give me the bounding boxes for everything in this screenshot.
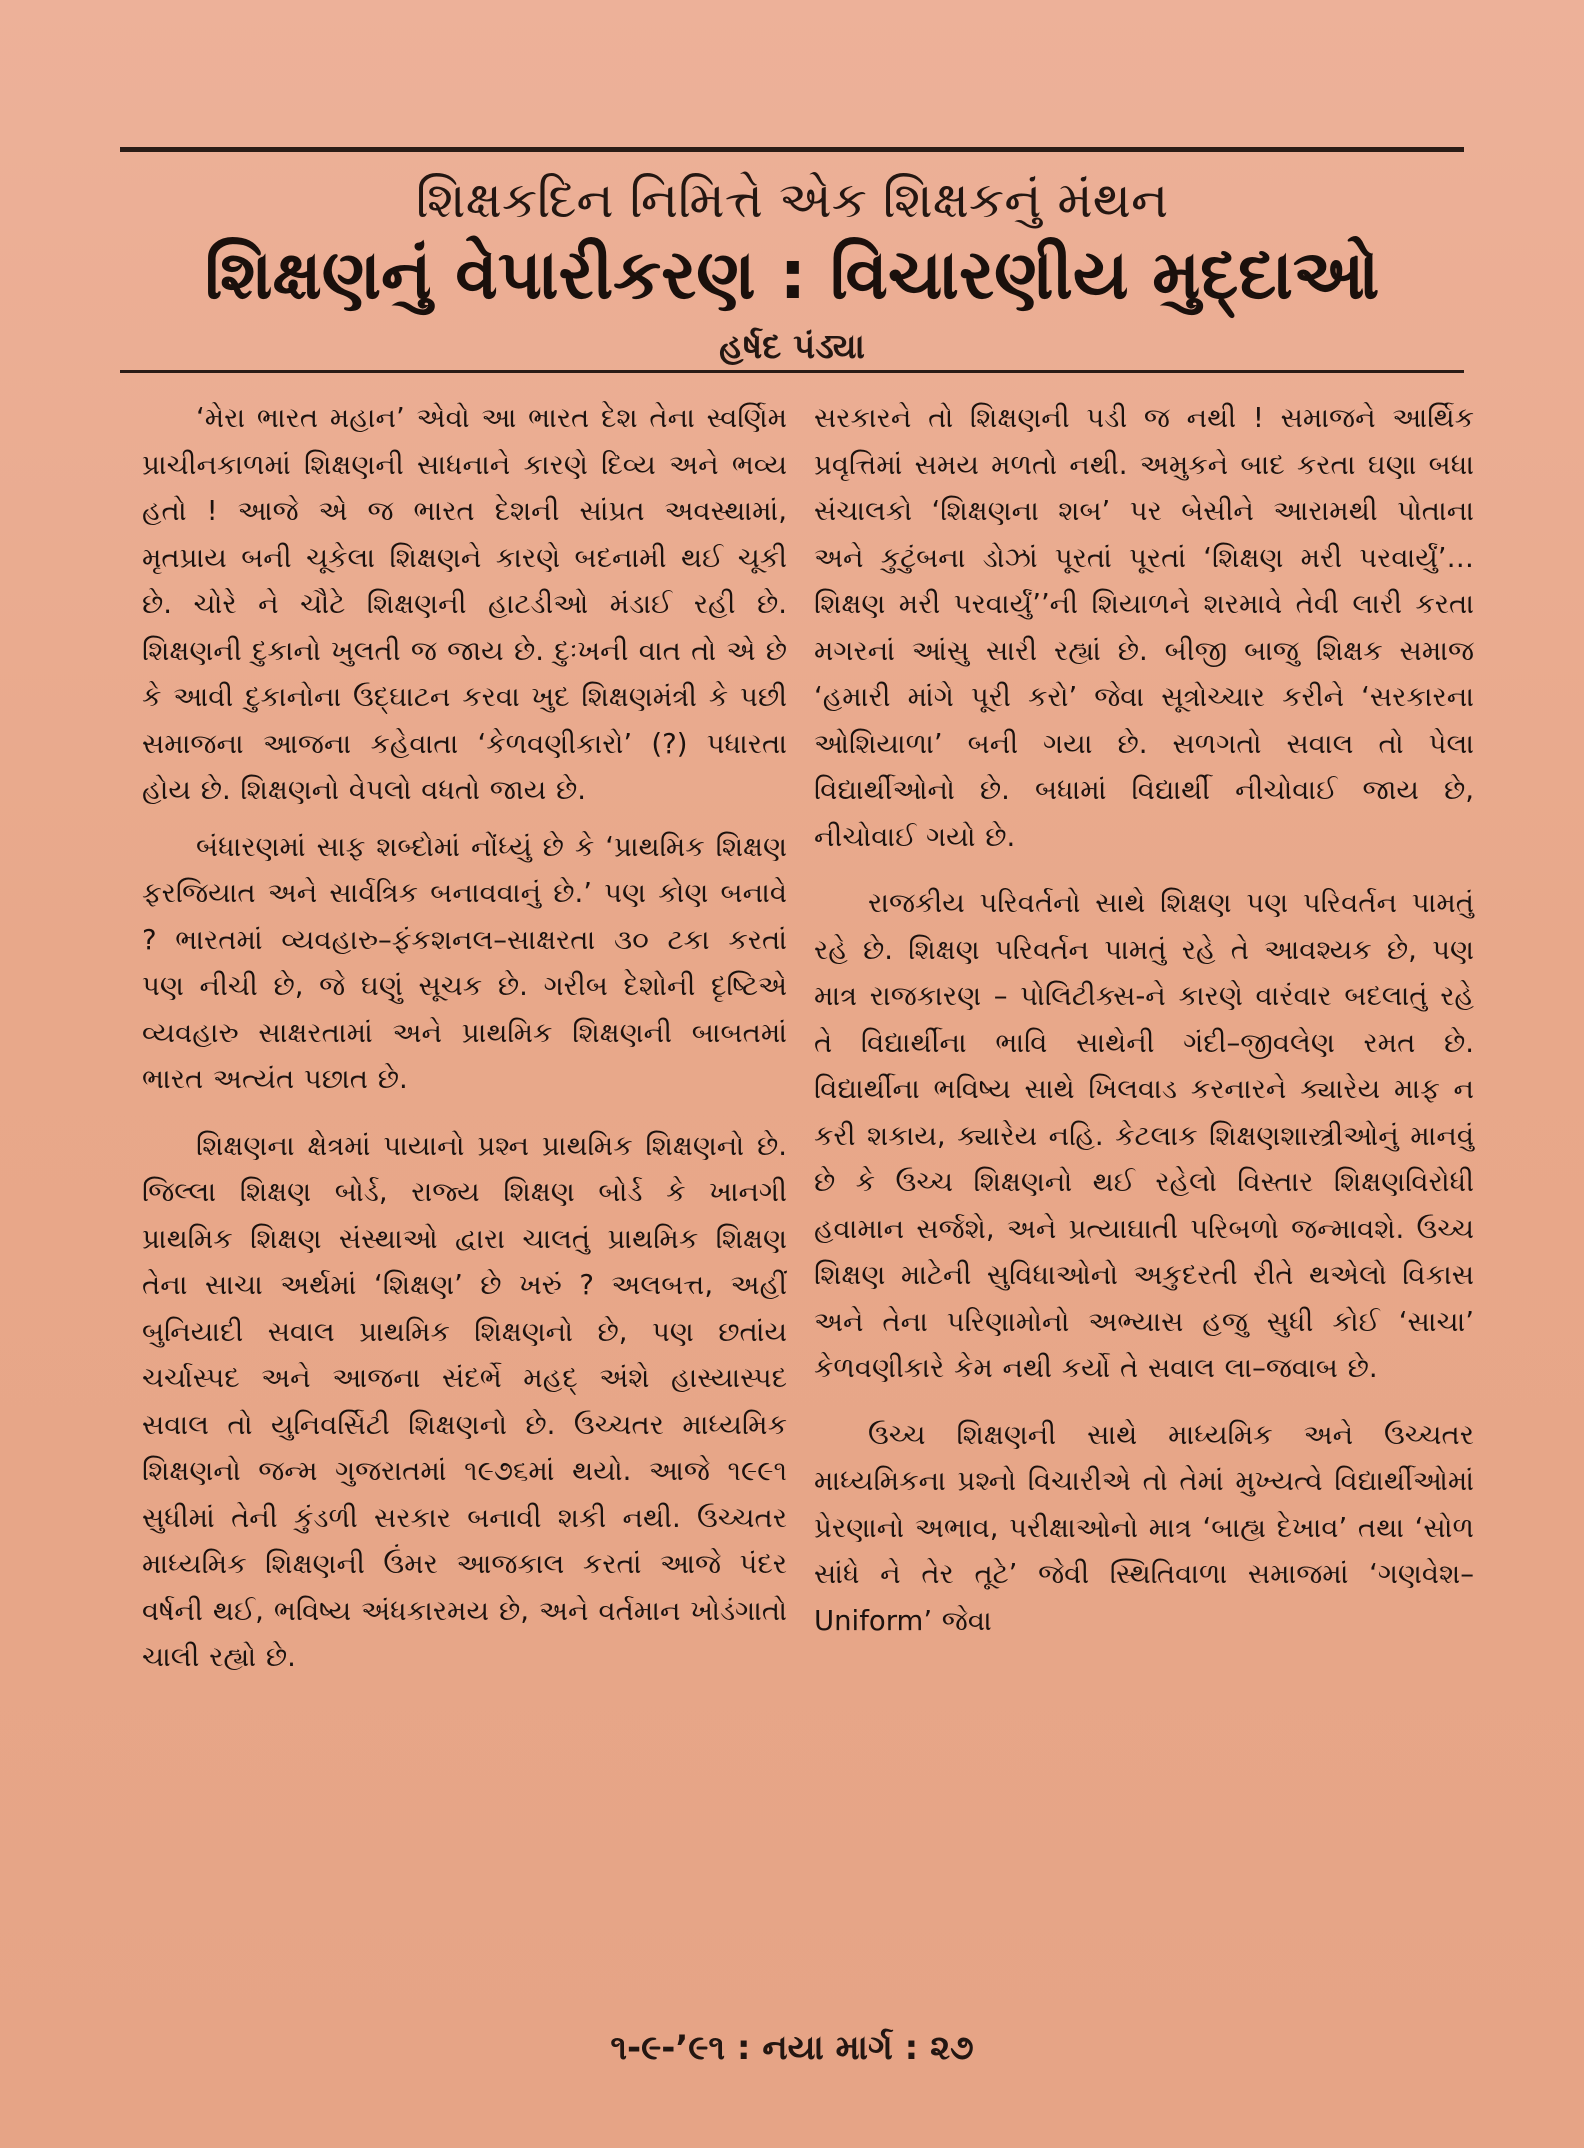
body-paragraph: ઉચ્ચ શિક્ષણની સાથે માધ્યમિક અને ઉચ્ચતર માધ્યમિકના પ્રશ્નો વિચારીએ તો તેમાં મુખ્યત્વે વિદ્યાર્થીઓમાં પ્રેરણાનો અભાવ, પરીક્ષાઓનો માત્ર ‘બાહ્ય દેખાવ’ તથા ‘સોળ સાંધે ને તેર તૂટે’ જેવી સ્થિતિવાળા સમાજમાં ‘ગણવેશ–Uniform’ જેવા bbox=[814, 1418, 1474, 1637]
left-text-column bbox=[142, 395, 787, 1681]
header-top-rule bbox=[120, 147, 1464, 152]
page-footer: ૧-૯-’૯૧ : નયા માર્ગ : ૨૭ bbox=[610, 2028, 974, 2068]
body-paragraph: શિક્ષણના ક્ષેત્રમાં પાયાનો પ્રશ્ન પ્રાથમિક શિક્ષણનો છે. જિલ્લા શિક્ષણ બોર્ડ, રાજ્ય શિક્ષણ બોર્ડ કે ખાનગી પ્રાથમિક શિક્ષણ સંસ્થાઓ દ્વારા ચાલતું પ્રાથમિક શિક્ષણ તેના સાચા અર્થમાં ‘શિક્ષણ’ છે ખરું ? અલબત્ત, અહીં બુનિયાદી સવાલ પ્રાથમિક શિક્ષણનો છે, પણ છતાંય ચર્ચાસ્પદ અને આજના સંદર્ભે મહદ્ અંશે હાસ્યાસ્પદ સવાલ તો યુનિવર્સિટી શિક્ષણનો છે. ઉચ્ચતર માધ્યમિક શિક્ષણનો જન્મ ગુજરાતમાં ૧૯૭૬માં થયો. આજે ૧૯૯૧ સુધીમાં તેની કુંડળી સરકાર બનાવી શકી નથી. ઉચ્ચતર માધ્યમિક શિક્ષણની ઉંમર આજકાલ કરતાં આજે પંદર વર્ષની થઈ, ભવિષ્ય અંધકારમય છે, અને વર્તમાન ખોડંગાતો ચાલી રહ્યો છે. bbox=[142, 1129, 787, 1673]
right-text-column bbox=[814, 395, 1474, 1644]
body-paragraph: સરકારને તો શિક્ષણની પડી જ નથી ! સમાજને આર્થિક પ્રવૃત્તિમાં સમય મળતો નથી. અમુકને બાદ કરતા ઘણા બધા સંચાલકો ‘શિક્ષણના શબ’ પર બેસીને આરામથી પોતાના અને કુટુંબના ડોઝાં પૂરતાં પૂરતાં ‘શિક્ષણ મરી પરવાર્યું’… શિક્ષણ મરી પરવાર્યું’’ની શિયાળને શરમાવે તેવી લારી કરતા મગરનાં આંસુ સારી રહ્યાં છે. બીજી બાજુ શિક્ષક સમાજ ‘હમારી માંગે પૂરી કરો’ જેવા સૂત્રોચ્ચાર કરીને ‘સરકારના ઓશિયાળા’ બની ગયા છે. સળગતો સવાલ તો પેલા વિદ્યાર્થીઓનો છે. બધામાં વિદ્યાર્થી નીચોવાઈ જાય છે, નીચોવાઈ ગયો છે. bbox=[814, 402, 1474, 853]
body-paragraph: રાજકીય પરિવર્તનો સાથે શિક્ષણ પણ પરિવર્તન પામતું રહે છે. શિક્ષણ પરિવર્તન પામતું રહે તે આવશ્યક છે, પણ માત્ર રાજકારણ – પોલિટીક્સ-ને કારણે વારંવાર બદલાતું રહે તે વિદ્યાર્થીના ભાવિ સાથેની ગંદી–જીવલેણ રમત છે. વિદ્યાર્થીના ભવિષ્ય સાથે ખિલવાડ કરનારને ક્યારેય માફ ન કરી શકાય, ક્યારેય નહિ. કેટલાક શિક્ષણશાસ્ત્રીઓનું માનવું છે કે ઉચ્ચ શિક્ષણનો થઈ રહેલો વિસ્તાર શિક્ષણવિરોધી હવામાન સર્જશે, અને પ્રત્યાઘાતી પરિબળો જન્માવશે. ઉચ્ચ શિક્ષણ માટેની સુવિધાઓનો અકુદરતી રીતે થએલો વિકાસ અને તેના પરિણામોનો અભ્યાસ હજુ સુધી કોઈ ‘સાચા’ કેળવણીકારે કેમ નથી કર્યો તે સવાલ લા–જવાબ છે. bbox=[814, 887, 1474, 1384]
body-paragraph: બંધારણમાં સાફ શબ્દોમાં નોંધ્યું છે કે ‘પ્રાથમિક શિક્ષણ ફરજિયાત અને સાર્વત્રિક બનાવવાનું છે.’ પણ કોણ બનાવે ? ભારતમાં વ્યવહારુ–ફંકશનલ–સાક્ષરતા ૩૦ ટકા કરતાં પણ નીચી છે, જે ઘણું સૂચક છે. ગરીબ દેશોની દૃષ્ટિએ વ્યવહારુ સાક્ષરતામાં અને પ્રાથમિક શિક્ષણની બાબતમાં ભારત અત્યંત પછાત છે. bbox=[142, 830, 787, 1095]
header-bottom-rule bbox=[120, 370, 1464, 373]
body-paragraph: ‘મેરા ભારત મહાન’ એવો આ ભારત દેશ તેના સ્વર્ણિમ પ્રાચીનકાળમાં શિક્ષણની સાધનાને કારણે દિવ્ય અને ભવ્ય હતો ! આજે એ જ ભારત દેશની સાંપ્રત અવસ્થામાં, મૃતપ્રાય બની ચૂકેલા શિક્ષણને કારણે બદનામી થઈ ચૂકી છે. ચોરે ને ચૌટે શિક્ષણની હાટડીઓ મંડાઈ રહી છે. શિક્ષણની દુકાનો ખુલતી જ જાય છે. દુઃખની વાત તો એ છે કે આવી દુકાનોના ઉદ્‌ઘાટન કરવા ખુદ શિક્ષણમંત્રી કે પછી સમાજના આજના કહેવાતા ‘કેળવણીકારો’ (?) પધારતા હોય છે. શિક્ષણનો વેપલો વધતો જાય છે. bbox=[142, 402, 787, 806]
article-kicker: શિક્ષકદિન નિમિત્તે એક શિક્ષકનું મંથન bbox=[415, 171, 1169, 229]
article-headline: શિક્ષણનું વેપારીકરણ : વિચારણીય મુદ્દાઓ bbox=[204, 236, 1380, 315]
article-author: હર્ષદ પંડ્યા bbox=[719, 327, 865, 367]
